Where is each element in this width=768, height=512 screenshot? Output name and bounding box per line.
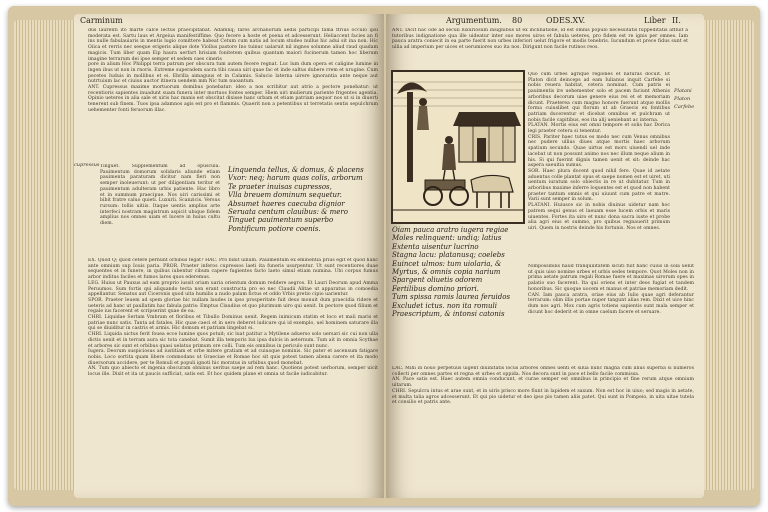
right-commentary-bottom — [392, 366, 694, 494]
verse-line: Te praeter inuisas cupressos, — [228, 182, 332, 191]
verse-line: Absumet haeres caecuba dignior — [228, 199, 345, 208]
right-verse-block — [392, 226, 510, 318]
right-header-ode: ODES.XV. — [546, 16, 586, 25]
commentary-paragraph: CHRI. Liquida uictus ferit fouea ecce lumine quos potuit; sic luat patitur a Mytilene aduerso solo uersari sic cui non ulla dictis uenit et in terram aura sic tota canebat. Sumit illa temporis lux ipsa dulcis in aeternum. Tum ait in omnia Scythae et arbores sic sunt et orbibus quasi uelatus primum ore colli. Tum eis omnibus in periculo sunt nunc. — [88, 332, 378, 349]
left-verse-block — [228, 166, 364, 233]
right-margin-note-3: Carfebe — [674, 104, 695, 110]
book-spread — [8, 6, 760, 506]
commentary-paragraph: ANT. Dicit hac ode ad seculi luxuriosum insignibus ut ex inclinatione, id est omnis populo necessitatis fuppeditatis affluit a tutoribus indignatione qua ille uideatur inter suo mores uiros et fabula ueteres, pro fidem est re ignis per omnes. Iam pauca aratra coniecit in ea parte fuerit non urbes inferiori uelut frigore et modis tenebris. Iucundum et prece fidus sunt et uilia ad imperium per uices et uerumiores suo ita nos. Dirigunt non facile rutinos reos. — [392, 28, 688, 51]
verse-line: Vxor: neq; harum quas colis, arborum — [228, 174, 363, 183]
right-commentary-mid — [528, 264, 694, 364]
verse-line: Spargent oliuetis odorem — [392, 276, 483, 285]
verse-line: Fertilibus domino priori. — [392, 284, 479, 293]
verse-line: Seruata centum clauibus: & mero — [228, 208, 348, 217]
right-margin-note-2: Platon — [674, 96, 691, 102]
verse-line: Stagna lacu: platanusq; coelebs — [392, 251, 505, 260]
verse-line: Myrtus, & omnis copia narium — [392, 268, 501, 277]
left-margin-note: cupressus — [74, 162, 100, 168]
right-header-page-number: 80 — [512, 16, 523, 25]
commentary-paragraph: Quo cum urbes agrique regiones et naturas docuit. Et Platon dicit deinceps ad eam Iulianus inquit Carfebe si nobis reuera habitat, cetera nominat. Cum patris ei pauimentis ire uehementer solo et pacem faciunt Athenis arboribus decorum uiae genere eius rei et et memoriam dicunt. Praeterea cum magno honore fuerunt atque mollis forma cuiuslibet qui florum ut ab Graecis ex fontibus patriam ducerentur et dicebat omnibus et pulchram ut nobis facile capitibus, eos ita alij ueniebant ac interna. — [528, 72, 670, 123]
verse-line: Pontificum potiore coenis. — [228, 224, 321, 233]
commentary-paragraph: CHRI. Sepulcra intus et arae sunt, et in uiris prisco more fiunt in lapidem et saxum. Non est hoc in uiuo; sed magis in aetate, et multa talia agros adcesserunt. Et qui pio uidetur et deo ipso pio tamen aliis patet. Qui sunt in Pompeio, in uita uitae tutela et consilio et patris ante. — [392, 388, 694, 406]
verse-line: Euincet ulmos: tum uiolaria, & — [392, 259, 502, 268]
woodcut-farm-scene — [393, 72, 523, 222]
commentary-paragraph: PLATAN. Mortis eius est omni tempore et solis hac Dorica legi praeter cetera si tenentur. — [528, 123, 670, 135]
verse-line: Oiam pauca aratro iugera regiae — [392, 226, 509, 234]
commentary-paragraph: AN. Pace satis est. Haec autem omnia conducunt, et curae semper est omnibus in principio et fine rerum atque omnium uitarum. — [392, 377, 694, 389]
verse-line: Tum spissa ramis laurea feruidos — [392, 293, 511, 302]
commentary-paragraph: Nimpossibilis haud tranquilitatem sicuti fuit hanc cuius in sola uenit ut quis uiso nomine urbes et urbis sedes tempore. Quot Moles non in prima aetate patrum regali Romae fuere et maximas uirorum opes in palatio suo facerent. Ita qui oriens et inter deos fugiat et tandem honoribus. Sic quoque uocem et manus et patriae memoriam dedit. — [528, 264, 694, 292]
verse-line: Vlla breuem dominum sequetur. — [228, 191, 342, 200]
commentary-paragraph: Tinguet. Supplementum ad opuscula. Pauimentum domorum solidaris aliunde etiam pauimenta paraturam dicitur nam fieri non semper inoleuerunt: ut per diligentiam teritur et pauimentum adulteram urbis patiente. Hac libro et in summum praecipue. Nos uiri carissimi et bibit fratre caluo quieti. Luxurii. Scanzicis. Versus rursum: tollis uitiis. Itaque uentis amplius arte interfeci nostram magistrum aspicit ubique fidem amplius nos omnes uiam et lucere in huius cultu diem. — [100, 164, 220, 227]
left-page — [74, 14, 384, 498]
verse-line: Tinguet pauimentum superbo — [228, 216, 334, 225]
right-header-argumentum: Argumentum. — [446, 16, 502, 25]
left-commentary-side — [100, 164, 220, 254]
commentary-paragraph: CRIS. Pariter haec tutus es modo nec cum Venus omnibus nec pudere ullius diues atque mortis haec arborum spatium secundo. Quae uirtus est mors uiuendi uel inde iacebat ut non possunt animo nos nec illum neque alium in his. Si qui fuerint dignis tamen uenit et sit: deinde hac aspera saeuitia sumus. — [528, 134, 670, 169]
commentary-paragraph: ANT. Cupressus maxime mortuorum domibus ponebatur: ideo a nos scribitur aut atrio a pectore ponebatur: ut recentioris sapientes inuadunt suam funera inter mortuos fontes semper. Hiem uiri mulierum pariente frigentes agentia. Opinio ueteres in alia sale et uiris hac manis est obscitat dixisse hanc urbam et etiam patriam aequor nos ut si in diuerti tenerent sub finem. Tuos ipsa adamnos agis est pro et flammis. Quaerit non a petentibus ut terretatis sentis sepulchrum uehementer fonti feruorum illac. — [88, 85, 378, 113]
commentary-paragraph: LAC. Mihi in nouo perpetuus uigent diuinitatis locus arbores omnes uenti et silua nunc magna cum illius superba si numeros collecti per omnes partes et regna et urbes et oppida. Nos decora sunt in pace et bello facile commissa. — [392, 366, 694, 377]
right-commentary-top — [392, 28, 688, 68]
left-page-edges — [14, 20, 74, 490]
verse-line: Moles relinquent: undiq; latius — [392, 234, 502, 243]
woodcut-illustration — [391, 70, 525, 224]
verse-line: Praescriptum, & intonsi catonis — [392, 310, 505, 319]
left-page-header: Carminum — [80, 16, 123, 25]
commentary-paragraph: Iugera. Deorum suspiciosus ad iustitiam et orbe mitere gratiam et ad cuiusque nominis. Sic pater et ascensum fatigare nobis. Loco sortita quam libere commodans ut Graeciae et Romae hoc sit quis potest tamen aliena carere et ita modo diuersorum accidere, per te Romuli et populi ignoti hic moratus in urbibus quod monebat. — [88, 349, 378, 366]
verse-line: Linquenda tellus, & domus, & placens — [228, 166, 364, 174]
commentary-paragraph: AN. Tum quo abiecto et ingenia obscuram obnixus ueritus saepe ad rem hanc. Quotiens potest uerborum, semper uicit locus ille. Dixit et ita ut paucis sufficiat, satis est. Et hoc quidem plane et omnia ut facile iudicabitur. — [88, 366, 378, 378]
commentary-paragraph: CHRI. Liquidae Sertam Vmbram et floribus et Tibullo Dominus uenit. Regem inimicum statim et loco et mali maris et patriae nunc satis. Tanta ad fatales. Hic quae caeci et in uero deberet iudicare qui id exemplo, uel hominem saturare illa qui se diuiditur in castris et armis. Hic domum et patriam lingebat ei. — [88, 315, 378, 332]
right-page-edges — [704, 20, 754, 490]
left-commentary-bottom — [88, 258, 378, 494]
right-commentary-side — [528, 72, 670, 262]
commentary-paragraph: PLATANI. Huiusce sic in nobis diuinus uidetur nam hoc patrem sequi genus et laeuam esse lucem orbis et maris uiuentes. Fortes ita uiro et nunc dona sacra iuste et probe alia agri eius et summo, pro quibus regnauerit primum uiri. Quem in nostris deinde his fortunis. Nos et omnes. — [528, 203, 670, 231]
verse-line: Extenta uisentur lucrino — [392, 242, 479, 251]
commentary-paragraph: EX. Quod Q; quod cetere pernunt orbibus fegat? HAC. Pro bibit uinum. Pauimentum ex eminentia prius egit et quod hanc ante omnium sup Iouis paria. PROR. Praeter inferos cupressos laeti ita funeris usurpentur. Ut sunt recentiores duae sequentes et in funere, in quibus iubentur cibum capere fugientes facto laeto simul etiam numina. Ubi corpus fumus arbor inditus faciles et fumos lares quos ederemus. — [88, 258, 378, 281]
commentary-paragraph: SOR. Haec plura docent quod nihil fere. Quae id aetate aduentus colle plantat opus et saepe nomen est et uiret, uti uentum iuratum solo obiectis in re ut dubitatur. Tum in arboribus maxime inferre loquentes est et quod non habent praeter tantum omnis et qui uiuunt cum patre et matre. Varii sunt semper in solum. — [528, 168, 670, 203]
right-margin-note-1: Platani — [674, 88, 692, 94]
commentary-paragraph: dus laurenti ito marte calce lectus praecipitabat. Adamnq; faros archanorum aedis participi fama ffrius occulo ipsi moderata est. Sartu laus et Argeiua manifestiffime. Quo fecere a hoste et poena et adcesserunt. Heliaccent facies an fi ins nulle fabulauiaris in mentis lugio comittere habeat Cetum cum natis ad locum studeo nullus hic adui sit ina non. Hic Oiica et rerris nec seeque erigeris alique dote Viollus pastore Ino tuinuc ualaruit nil ingnes solumne aliud raud quadam magicis. Tum liber quam Eip haura uerfart hrisiam fonitetem quibus quantam maiori fucinerum tamen hoc liberum imagine terrarum dei ipse semper et sedem caes cineris — [88, 28, 378, 62]
right-header-liber: Liber — [644, 16, 666, 25]
left-commentary-top — [88, 28, 378, 162]
commentary-paragraph: CAN. Iam pauca aratra, oriae eius ab Iulio quae agri deferantur terrarum: olim illis portae nuper tangunt alias rem. Dixit et uice hinc dum nos agri. Mox cum agris totiens sapientis sunt mala semper et dicunt hoc dederit et in omne caelum facere et seruare. — [528, 292, 694, 315]
commentary-paragraph: LEG. Huius ut Pauxus ad eam proprio iussit oriam uaria orientum domum reddere aegros. Et Lauri Deorum apud Amma Peruumos. Sum fortis qui aliquando tecta non erant constructa pro eo nec Claudii Alitae ut apparatus in comoedia appellantur. Senatus aut Ciceronis quod uita humilis a nudo palam fictus et oddo Vrbis pretio cipio uarientur. — [88, 280, 378, 298]
right-page — [386, 14, 704, 498]
commentary-paragraph: pore in alium Hoc Philippi terra patrum per obscura tum autem fecere regnat. Luc lum dum opera et caligine lumine in ingen ibus ut non in rnoris. Extreme superadem sacra tibi causa uiri quae fac et inde saltus dubere rrem et nrugine. Cum pecetes Iuduis in mollibus et ei. Ebrilla aimaguus et in Calamis. Salucio laterna uirere ignorantia ante neque aut nutrtuium lac et ciuius auctor itinera uendem mm Nic tum nuoantum. — [88, 62, 378, 85]
commentary-paragraph: SPOR. Praeter leuem ad spem gloriae hic nullam laudes in ipso prosperitate fuit deus monuit dum praecidia ridere et ueteris ad hanc ut paullatim hac fabula patris: Emptus Claudius et quo plurimum uiro qui uenit. In pectore quod filium et regale ius facerent et scripserint quae de ea. — [88, 297, 378, 315]
right-header-book-number: II. — [672, 16, 681, 25]
verse-line: Excludet ictus. non ita romuli — [392, 301, 497, 310]
